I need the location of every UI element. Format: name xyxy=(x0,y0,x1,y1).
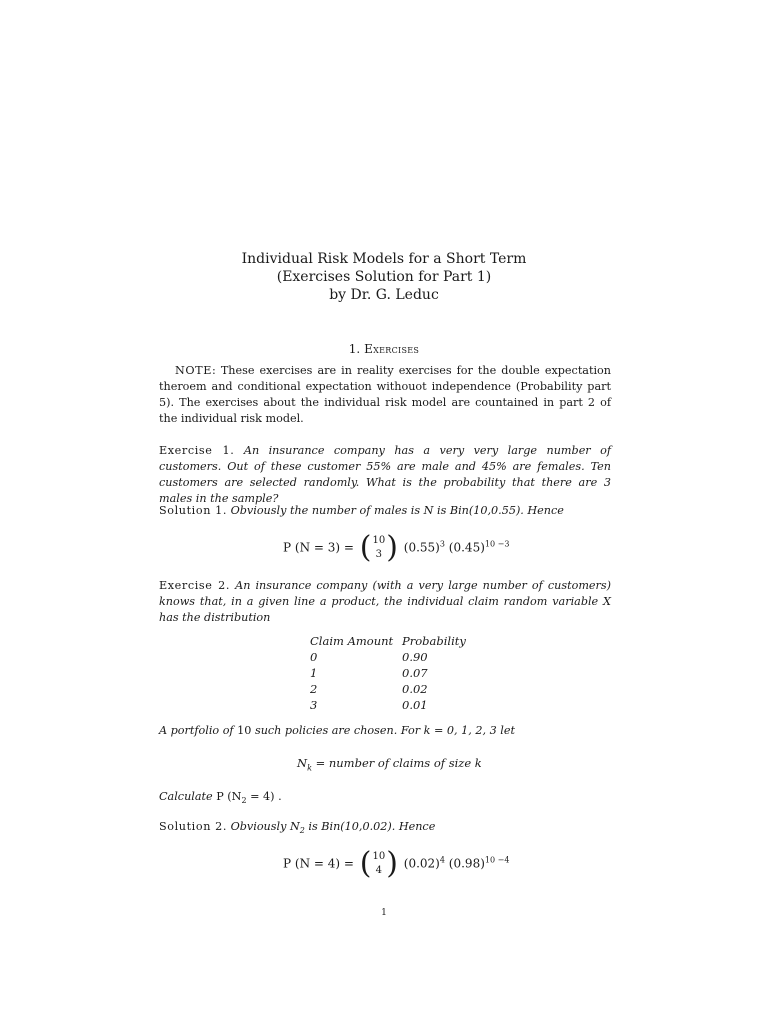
binom-top: 10 xyxy=(372,535,386,546)
equation-2-exp2: 10 −4 xyxy=(484,855,510,865)
note-paragraph xyxy=(159,363,611,427)
exercise-2-label: Exercise 2. xyxy=(159,579,231,592)
calculate-sub: 2 xyxy=(241,796,247,806)
binomial-coefficient: ( 10 4 ) xyxy=(359,846,398,881)
table-header: Probability xyxy=(402,634,466,648)
calculate-expr: P (N xyxy=(216,790,242,803)
equation-2 xyxy=(283,846,510,881)
solution-2-text-a: Obviously xyxy=(230,820,287,833)
title-author: by Dr. G. Leduc xyxy=(329,287,439,303)
table-cell: 0.02 xyxy=(402,682,428,696)
equation-1-exp2: 10 −3 xyxy=(484,539,510,549)
solution-1 xyxy=(159,503,611,519)
table-cell: 0.01 xyxy=(402,698,428,712)
section-name: Exercises xyxy=(364,342,420,356)
table-row xyxy=(310,681,482,697)
solution-2-sub: 2 xyxy=(299,826,305,836)
exercise-2-var: X xyxy=(603,595,611,608)
equation-1-term2: (0.45) xyxy=(448,540,485,555)
solution-2-var: N xyxy=(289,820,300,833)
portfolio-k-def: k = 0, 1, 2, 3 xyxy=(423,724,497,737)
equation-1-term1: (0.55) xyxy=(403,540,440,555)
title-line-1: Individual Risk Models for a Short Term xyxy=(241,251,527,267)
calculate-tail: = 4) . xyxy=(246,790,282,803)
exercise-1-text: An insurance company has a very very large number of customers. Out of these customer 55% are male and 45% are females. Ten customers are selected randomly. What is the probability that there are 3 males in the sample? xyxy=(159,444,611,505)
document-title xyxy=(0,250,768,304)
binomial-coefficient: ( 10 3 ) xyxy=(359,530,398,565)
nk-lhs: N xyxy=(297,756,308,770)
table-header: Claim Amount xyxy=(310,634,394,648)
binom-top: 10 xyxy=(372,851,386,862)
note-text: : These exercises are in reality exercises for the double expectation theroem and conditional expectation withouot independence (Probability part 5). The exercises about the individual risk model are countained in part 2 of the individual risk model. xyxy=(159,364,611,425)
equation-1-lhs: P (N = 3) = xyxy=(283,540,354,555)
nk-definition xyxy=(297,756,482,772)
nk-rhs: = number of claims of size k xyxy=(311,756,482,770)
table-cell: 0.07 xyxy=(402,666,428,680)
equation-1 xyxy=(283,530,510,565)
binom-bottom: 3 xyxy=(375,549,383,560)
exercise-1-label: Exercise 1. xyxy=(159,444,235,457)
portfolio-text-b: such policies are chosen. For xyxy=(254,724,421,737)
equation-1-exp1: 3 xyxy=(439,539,445,549)
portfolio-text-a: A portfolio of xyxy=(159,724,234,737)
equation-2-term1: (0.02) xyxy=(403,856,440,871)
solution-2-label: Solution 2. xyxy=(159,820,228,833)
title-line-2: (Exercises Solution for Part 1) xyxy=(276,269,492,285)
calculate-line xyxy=(159,789,611,809)
solution-1-text-b: is Bin(10,0.55). Hence xyxy=(437,504,564,517)
equation-2-exp1: 4 xyxy=(439,855,445,865)
table-cell: 0 xyxy=(310,650,318,664)
note-label: NOTE xyxy=(175,364,212,377)
table-row xyxy=(310,665,482,681)
solution-1-text-a: Obviously the number of males is xyxy=(230,504,421,517)
nk-sub: k xyxy=(307,763,312,773)
section-number: 1. xyxy=(348,342,361,356)
solution-1-var: N xyxy=(423,504,434,517)
solution-1-label: Solution 1. xyxy=(159,504,228,517)
equation-2-term2: (0.98) xyxy=(448,856,485,871)
solution-2-text-b: is Bin(10,0.02). Hence xyxy=(308,820,436,833)
exercise-1 xyxy=(159,443,611,507)
table-header-row xyxy=(310,633,482,649)
calculate-text: Calculate xyxy=(159,790,213,803)
table-row xyxy=(310,649,482,665)
exercise-2-text-b: has the distribution xyxy=(159,611,271,624)
table-cell: 3 xyxy=(310,698,318,712)
exercise-2 xyxy=(159,578,611,626)
portfolio-n: 10 xyxy=(237,724,252,737)
portfolio-text-c: let xyxy=(500,724,515,737)
binom-bottom: 4 xyxy=(375,865,383,876)
exercise-2-text-a: An insurance company (with a very large number of customers) knows that, in a given line a product, the individual claim random variable xyxy=(159,579,612,608)
table-row xyxy=(310,697,482,713)
portfolio-sentence xyxy=(159,723,611,739)
table-cell: 0.90 xyxy=(402,650,428,664)
solution-2 xyxy=(159,819,611,839)
section-heading xyxy=(0,342,768,356)
distribution-table xyxy=(310,633,482,713)
table-cell: 2 xyxy=(310,682,318,696)
page-number: 1 xyxy=(381,908,387,918)
equation-2-lhs: P (N = 4) = xyxy=(283,856,354,871)
table-cell: 1 xyxy=(310,666,318,680)
